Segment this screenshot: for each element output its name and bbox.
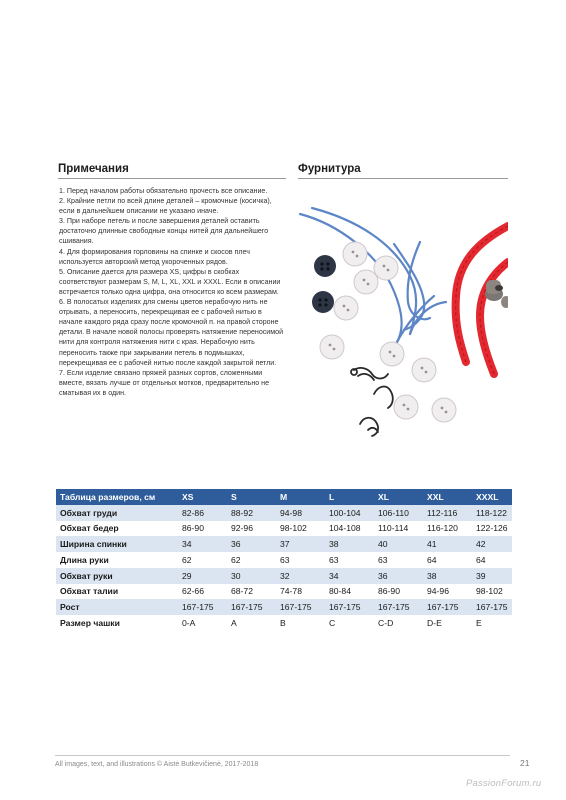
size-table-header (56, 489, 512, 505)
table-row (56, 615, 512, 631)
table-row (56, 505, 512, 521)
table-cell: 167-175 (325, 599, 374, 615)
table-cell: 167-175 (227, 599, 276, 615)
table-cell: 167-175 (472, 599, 512, 615)
copyright-text: All images, text, and illustrations © Aistė Butkevičienė, 2017-2018 (55, 761, 259, 768)
table-cell: 63 (280, 554, 290, 565)
row-label: Обхват бедер (60, 523, 119, 534)
row-label: Длина руки (60, 554, 109, 565)
table-row (56, 599, 512, 615)
supplies-heading-rule (298, 178, 508, 179)
footer-rule (55, 755, 510, 756)
row-label: Обхват руки (56, 568, 178, 584)
table-cell: 94-98 (276, 505, 325, 521)
size-table (56, 489, 512, 631)
table-cell: 118-122 (472, 505, 512, 521)
table-row (56, 552, 512, 568)
table-cell: 38 (423, 568, 472, 584)
table-cell: 64 (427, 554, 437, 565)
table-cell: 86-90 (378, 586, 400, 597)
note-item: 5. Описание дается для размера XS, цифры в скобках соответствуют размерам S, M, L, XL, XXL и XXXL. Если в описании встречается только одна цифра, она относится ко всем размерам. (59, 267, 281, 296)
table-cell: 88-92 (227, 505, 276, 521)
note-item: 6. В полосатых изделиях для смены цветов нерабочую нить не отрывать, а переносить, перекрещивая ее с рабочей нитью в начале каждого ряда сразу после кромочной п. на правой стороне детали. В начале новой полосы проверять натяжение переносимой нити для контроля натяжения нити с края. Нерабочую нить переносить также при закрывании петель в подмышках, перекрещивая ее с рабочей нитью после каждой закрытой петли. (59, 298, 284, 367)
table-cell: 30 (227, 568, 276, 584)
size-column-header: S (227, 489, 276, 505)
table-cell: 167-175 (423, 599, 472, 615)
table-cell: 98-102 (280, 523, 307, 534)
table-cell: 34 (178, 536, 227, 552)
table-cell: D-E (427, 617, 442, 628)
size-table-title: Таблица размеров, см (56, 489, 178, 505)
table-cell: 167-175 (374, 599, 423, 615)
table-row (56, 584, 512, 600)
table-cell: 41 (423, 536, 472, 552)
table-row (56, 536, 512, 552)
supplies-photo (298, 184, 508, 466)
row-label: Обхват талии (60, 586, 119, 597)
table-cell: 62 (182, 554, 192, 565)
notes-heading: Примечания (58, 163, 129, 175)
table-cell: 167-175 (178, 599, 227, 615)
table-cell: 110-114 (378, 523, 409, 534)
table-cell: 94-96 (427, 586, 449, 597)
table-cell: A (231, 617, 237, 628)
row-label: Рост (56, 599, 178, 615)
notes-heading-rule (58, 178, 286, 179)
table-cell: C-D (378, 617, 394, 628)
table-row (56, 568, 512, 584)
table-cell: B (280, 617, 286, 628)
table-cell: 86-90 (182, 523, 204, 534)
table-cell: 34 (325, 568, 374, 584)
table-cell: 0-A (182, 617, 196, 628)
table-cell: 116-120 (427, 523, 458, 534)
notes-list (59, 186, 287, 398)
table-row (56, 521, 512, 537)
table-cell: 37 (276, 536, 325, 552)
note-item: 4. Для формирования горловины на спинке и скосов плеч используется авторский метод укороченных рядов. (59, 247, 250, 266)
note-item: 3. При наборе петель и после завершения деталей оставить достаточно длинные свободные концы нитей для дальнейшего сшивания. (59, 217, 269, 246)
table-cell: 112-116 (423, 505, 472, 521)
row-label: Ширина спинки (56, 536, 178, 552)
table-cell: 68-72 (231, 586, 253, 597)
table-cell: 80-84 (329, 586, 351, 597)
table-cell: 92-96 (231, 523, 253, 534)
table-cell: 36 (374, 568, 423, 584)
table-cell: 42 (472, 536, 512, 552)
size-column-header: XS (178, 489, 227, 505)
page-number: 21 (520, 758, 530, 768)
table-cell: 74-78 (280, 586, 302, 597)
table-cell: 62 (231, 554, 241, 565)
table-cell: 32 (276, 568, 325, 584)
note-item: 1. Перед началом работы обязательно прочесть все описание. (59, 187, 268, 195)
size-column-header: XXL (423, 489, 472, 505)
table-cell: 29 (178, 568, 227, 584)
table-cell: 98-102 (476, 586, 503, 597)
table-cell: 82-86 (178, 505, 227, 521)
note-item: 2. Крайние петли по всей длине деталей – кромочные (косичка), если в дальнейшем описании не указано иначе. (59, 197, 272, 216)
table-cell: 63 (378, 554, 388, 565)
size-column-header: XXXL (472, 489, 512, 505)
table-cell: 36 (227, 536, 276, 552)
table-cell: 38 (325, 536, 374, 552)
row-label: Обхват груди (56, 505, 178, 521)
size-column-header: L (325, 489, 374, 505)
table-cell: 40 (374, 536, 423, 552)
row-label: Размер чашки (60, 617, 120, 628)
supplies-heading: Фурнитура (298, 163, 361, 175)
table-cell: E (476, 617, 482, 628)
table-cell: 122-126 (476, 523, 508, 534)
watermark: PassionForum.ru (466, 778, 542, 789)
note-item: 7. Если изделие связано пряжей разных сортов, сложенными вместе, вязать лучше от отдельных мотков, предварительно не сматывая их в один. (59, 368, 270, 397)
table-cell: 62-66 (182, 586, 204, 597)
table-cell: 63 (329, 554, 339, 565)
table-cell: 104-108 (329, 523, 361, 534)
size-column-header: M (276, 489, 325, 505)
table-cell: 64 (476, 554, 486, 565)
table-cell: C (329, 617, 336, 628)
table-cell: 106-110 (374, 505, 423, 521)
table-cell: 100-104 (325, 505, 374, 521)
size-column-header: XL (374, 489, 423, 505)
table-cell: 167-175 (276, 599, 325, 615)
table-cell: 39 (472, 568, 512, 584)
